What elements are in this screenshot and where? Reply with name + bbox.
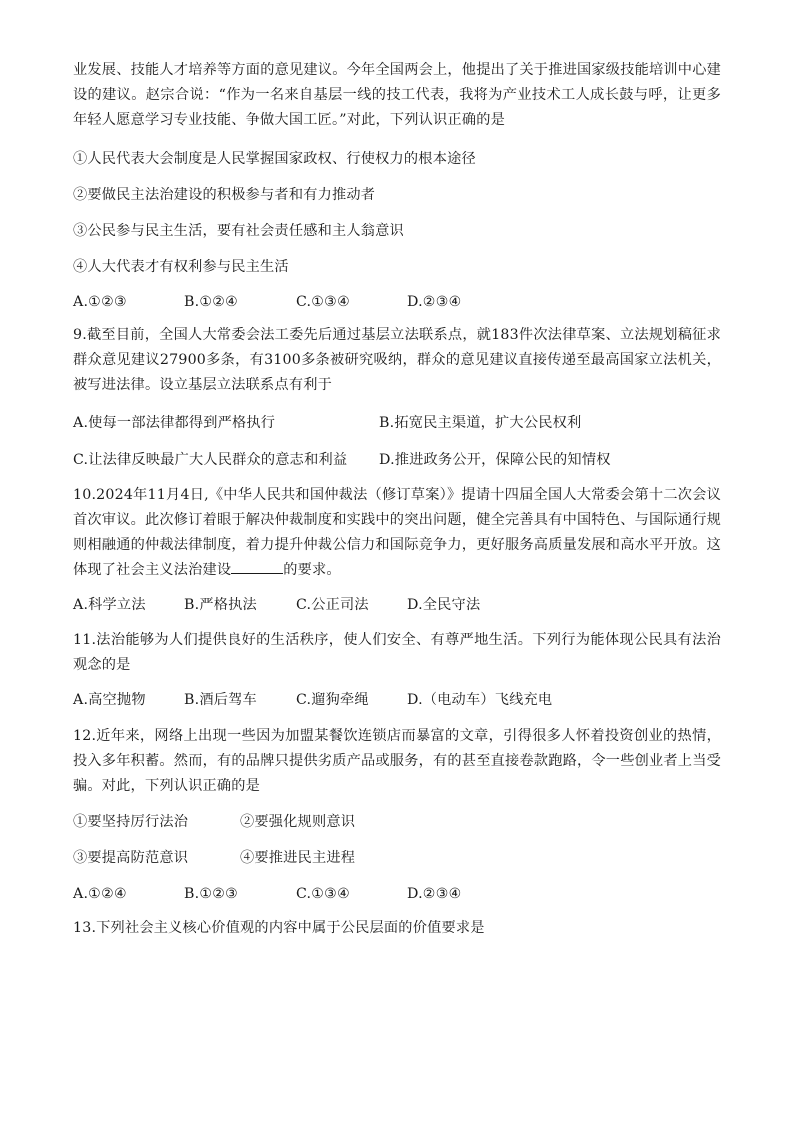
q12-item-2: ②要强化规则意识 — [240, 814, 356, 830]
q12-option-c: C.①③④ — [296, 886, 351, 902]
q9-stem: 9.截至目前，全国人大常委会法工委先后通过基层立法联系点，就183件次法律草案、立法规划稿征求群众意见建议27900多条，有3100多条被研究吸纳，群众的意见建议直接传递至最高国家立法机关，被写进法律。设立基层立法联系点有利于 — [73, 327, 721, 393]
q12-stem: 12.近年来，网络上出现一些因为加盟某餐饮连锁店而暴富的文章，引得很多人怀着投资创业的热情，投入多年积蓄。然而，有的品牌只提供劣质产品或服务，有的甚至直接卷款跑路，令一些创业者上当受骗。对此，下列认识正确的是 — [73, 728, 721, 794]
q13-stem: 13.下列社会主义核心价值观的内容中属于公民层面的价值要求是 — [73, 920, 485, 936]
q10-option-d: D.全民守法 — [407, 597, 481, 613]
q11-option-c: C.遛狗牵绳 — [296, 692, 369, 708]
q8-stem: 业发展、技能人才培养等方面的意见建议。今年全国两会上，他提出了关于推进国家级技能培训中心建设的建议。赵宗合说：“作为一名来自基层一线的技工代表，我将为产业技术工人成长鼓与呼，让更多年轻人愿意学习专业技能、争做大国工匠。”对此，下列认识正确的是 — [73, 62, 721, 128]
q10-option-a: A.科学立法 — [73, 597, 146, 613]
q9-option-c: C.让法律反映最广大人民群众的意志和利益 — [73, 452, 348, 468]
q12-option-a: A.①②④ — [73, 886, 127, 902]
q8-item-3: ③公民参与民主生活，要有社会责任感和主人翁意识 — [73, 223, 404, 239]
q11-option-b: B.酒后驾车 — [184, 692, 257, 708]
q12-item-4: ④要推进民主进程 — [240, 850, 356, 866]
q8-item-1: ①人民代表大会制度是人民掌握国家政权、行使权力的根本途径 — [73, 151, 476, 167]
q12-option-b: B.①②③ — [184, 886, 239, 902]
q8-option-c: C.①③④ — [296, 294, 351, 310]
q11-option-d: D.（电动车）飞线充电 — [407, 692, 553, 708]
q8-option-d: D.②③④ — [407, 294, 462, 310]
q9-option-a: A.使每一部法律都得到严格执行 — [73, 415, 276, 431]
q12-option-d: D.②③④ — [407, 886, 462, 902]
q8-option-a: A.①②③ — [73, 294, 127, 310]
q9-option-d: D.推进政务公开，保障公民的知情权 — [379, 452, 611, 468]
q10-stem-tail: 的要求。 — [283, 562, 341, 578]
q10-stem-text: 10.2024年11月4日,《中华人民共和国仲裁法（修订草案）》提请十四届全国人大常委会第十二次会议首次审议。此次修订着眼于解决仲裁制度和实践中的突出问题，健全完善具有中国特色、与国际通行规则相融通的仲裁法律制度，着力提升仲裁公信力和国际竞争力，更好服务高质量发展和高水平开放。这体现了社会主义法治建设 — [73, 487, 721, 578]
q11-option-a: A.高空抛物 — [73, 692, 146, 708]
q9-option-b: B.拓宽民主渠道，扩大公民权利 — [379, 415, 582, 431]
q10-option-b: B.严格执法 — [184, 597, 257, 613]
answer-blank — [231, 559, 283, 574]
q12-item-1: ①要坚持厉行法治 — [73, 814, 189, 830]
q12-item-3: ③要提高防范意识 — [73, 850, 189, 866]
q10-option-c: C.公正司法 — [296, 597, 369, 613]
q8-item-2: ②要做民主法治建设的积极参与者和有力推动者 — [73, 187, 376, 203]
q8-item-4: ④人大代表才有权利参与民主生活 — [73, 259, 289, 275]
q8-option-b: B.①②④ — [184, 294, 239, 310]
q10-stem — [73, 483, 721, 583]
q11-stem: 11.法治能够为人们提供良好的生活秩序，使人们安全、有尊严地生活。下列行为能体现公民具有法治观念的是 — [73, 632, 721, 673]
